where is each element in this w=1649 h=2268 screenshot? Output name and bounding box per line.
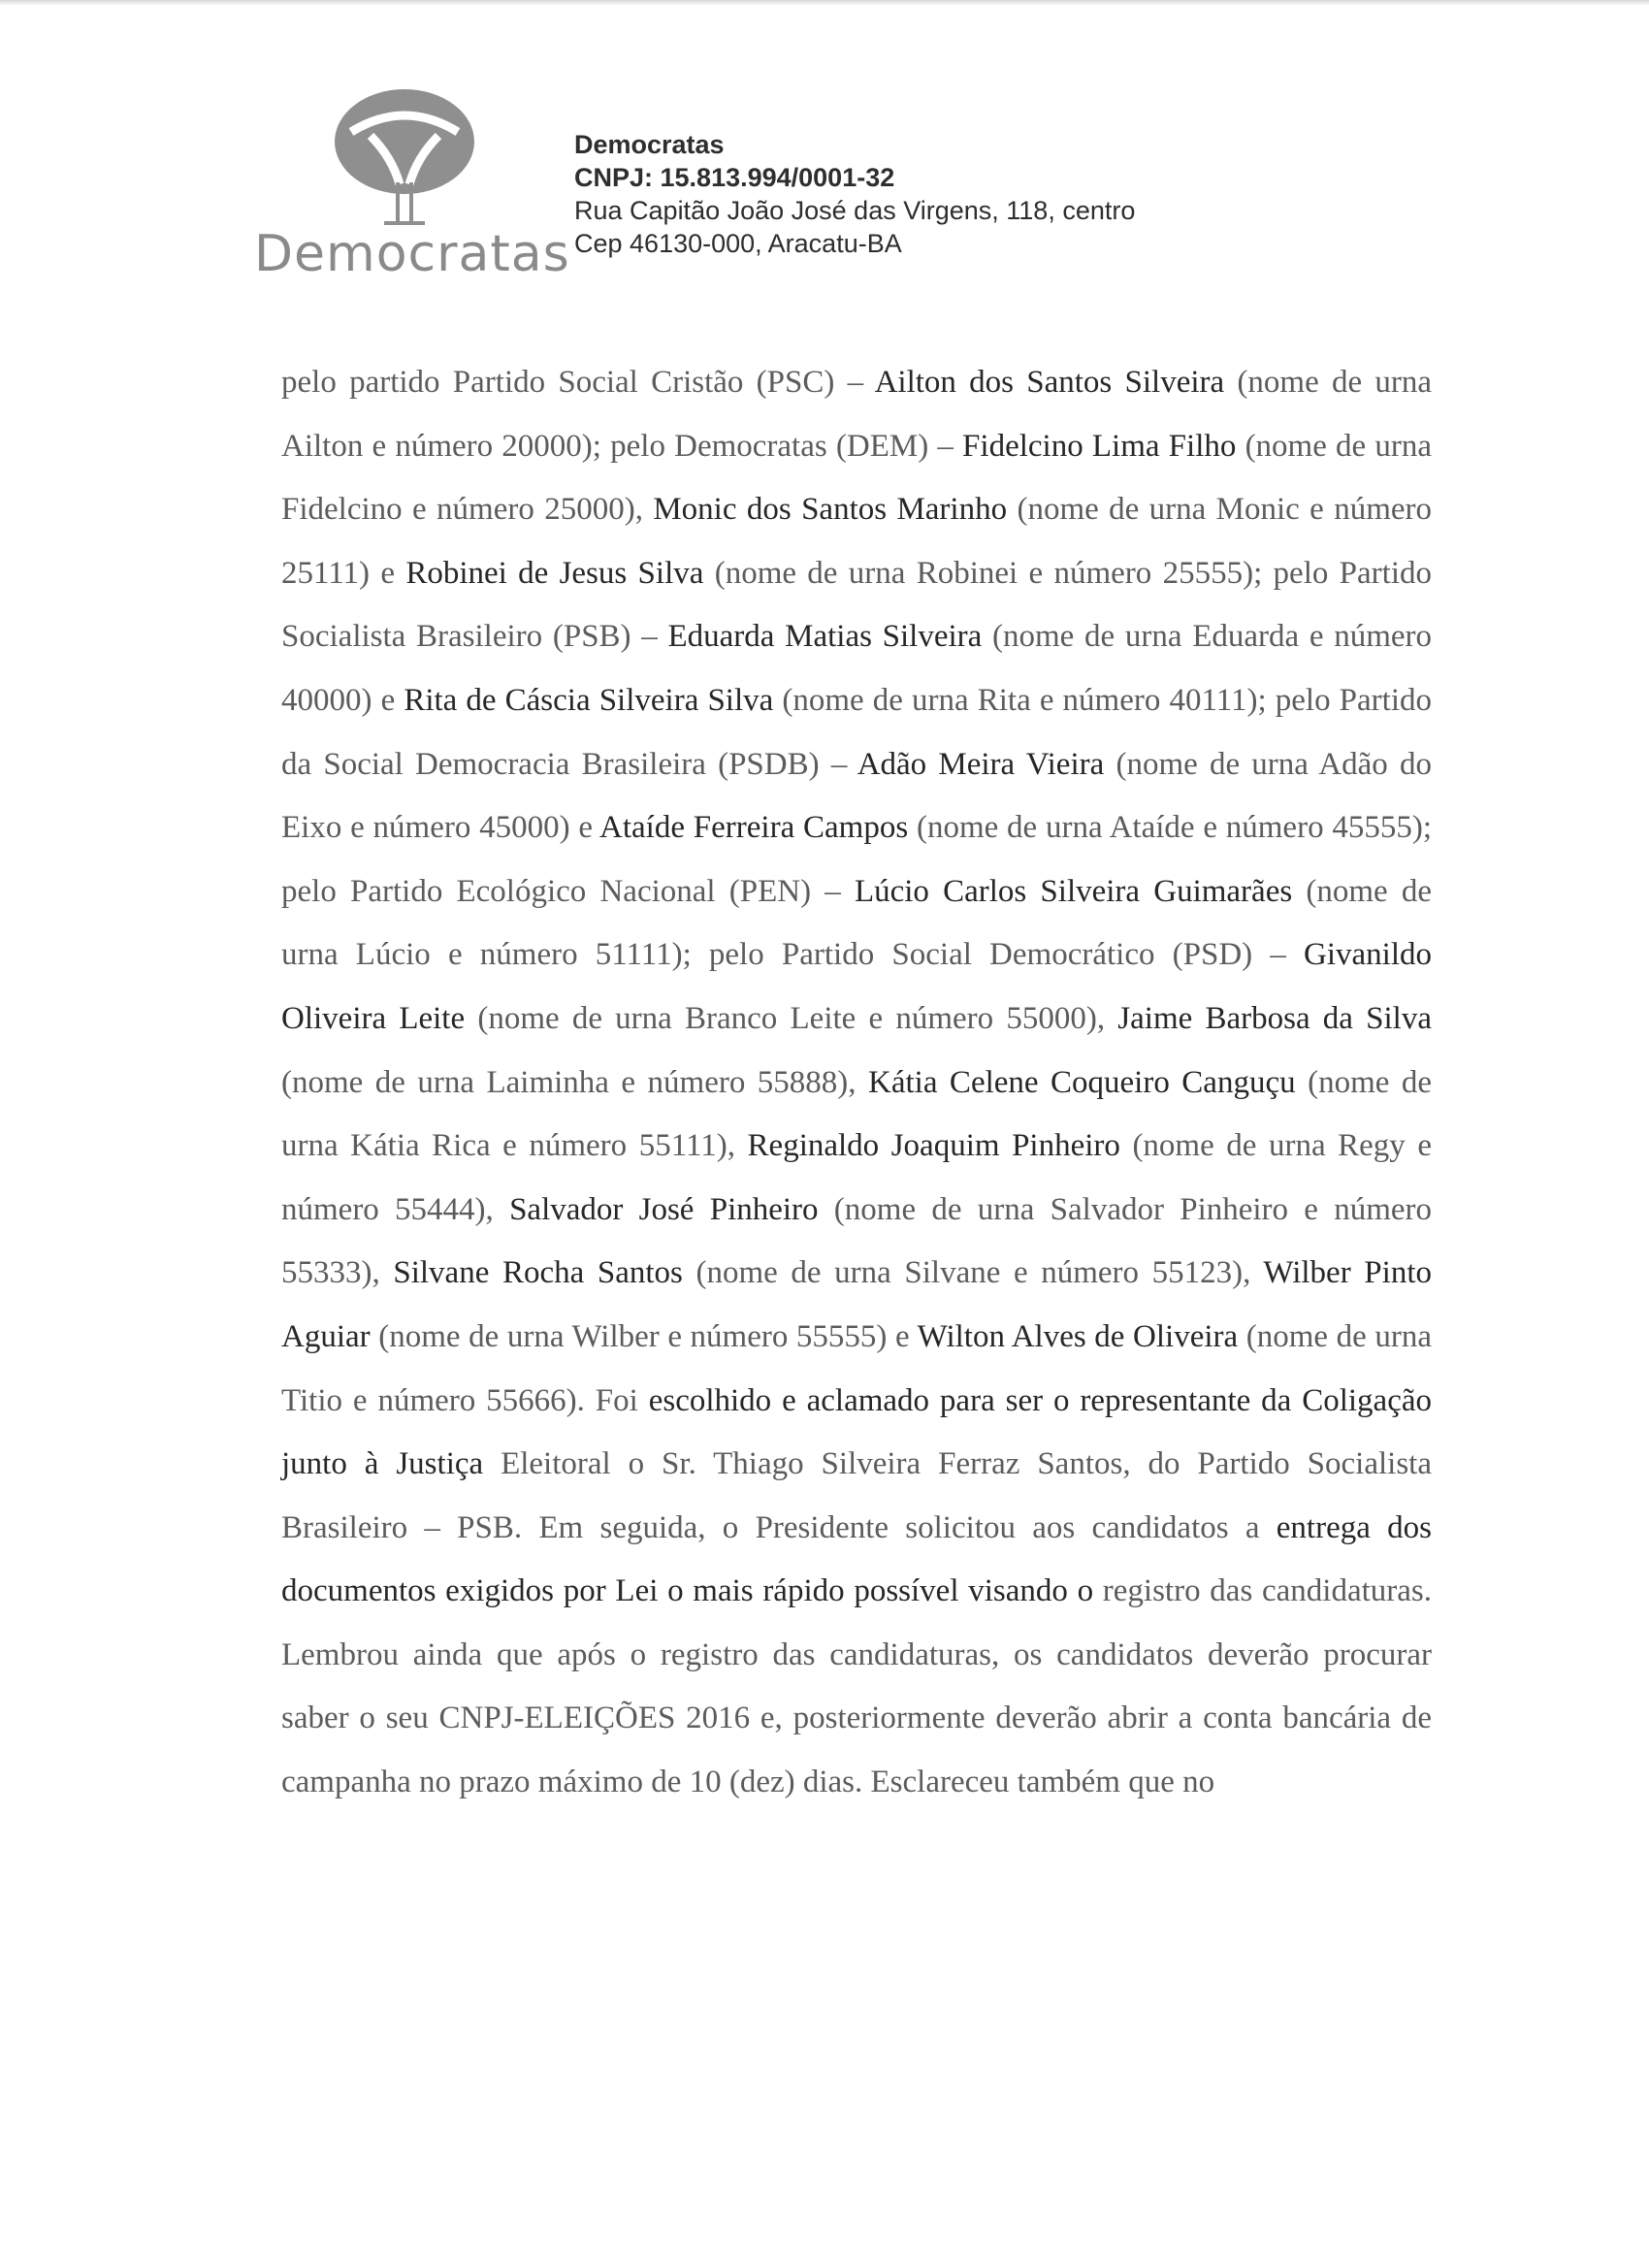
body-emphasis: Jaime Barbosa da Silva	[1117, 1000, 1432, 1036]
body-text-run: (nome de urna Adão do Eixo e número 45000) e	[281, 746, 1432, 846]
body-text-run: (nome de urna Regy e número 55444),	[281, 1128, 1432, 1227]
body-emphasis: Monic dos Santos Marinho	[653, 492, 1008, 528]
body-text-run: (nome de urna Ataíde e número 45555); pelo Partido Ecológico Nacional (PEN) –	[281, 810, 1433, 909]
address: Rua Capitão João José das Virgens, 118, centro	[574, 196, 1136, 225]
body-emphasis: Reginaldo Joaquim Pinheiro	[747, 1128, 1120, 1164]
body-emphasis: Salvador José Pinheiro	[509, 1191, 819, 1227]
body-text-run: registro das candidaturas. Lembrou ainda que após o registro das candidaturas, os candidatos deverão procurar saber o seu CNPJ-ELEIÇÕES 2016 e, posteriormente deverão abrir a conta bancária de	[281, 1573, 1432, 1736]
body-text-run: (nome de urna Salvador Pinheiro e número 55333),	[281, 1191, 1433, 1291]
body-text-run: (nome de urna Eduarda e número 40000) e	[281, 619, 1432, 718]
body-emphasis: Ailton dos Santos Silveira	[874, 365, 1225, 400]
body-emphasis: Robinei de Jesus Silva	[405, 555, 704, 591]
body-text-run: (nome de urna Ailton e número 20000); pelo Democratas (DEM) –	[281, 365, 1432, 464]
body-emphasis: Rita de Cáscia Silveira Silva	[404, 682, 774, 718]
body-emphasis: Adão Meira Vieira	[857, 746, 1105, 782]
scan-edge	[0, 0, 1649, 6]
letterhead-info	[574, 128, 1135, 260]
cep: Cep 46130-000, Aracatu-BA	[574, 229, 902, 258]
body-emphasis: escolhido e aclamado para ser o representante da Coligação junto à Justiça	[281, 1382, 1433, 1482]
body-text-run: (nome de urna Branco Leite e número 55000),	[465, 1000, 1118, 1036]
body-text-run: (nome de urna Monic e número 25111) e	[281, 492, 1432, 591]
cnpj: CNPJ: 15.813.994/0001-32	[574, 163, 895, 192]
org-name: Democratas	[574, 130, 725, 159]
body-emphasis: Lúcio Carlos Silveira Guimarães	[854, 873, 1293, 909]
body-emphasis: Fidelcino Lima Filho	[962, 428, 1237, 464]
body-text-run: (nome de urna Laiminha e número 55888),	[281, 1064, 868, 1100]
body-text-run: (nome de urna Titio e número 55666). Foi	[281, 1318, 1432, 1418]
body-emphasis: Ataíde Ferreira Campos	[599, 810, 909, 846]
body-text-run: (nome de urna Wilber e número 55555) e	[370, 1318, 918, 1354]
body-emphasis: Eduarda Matias Silveira	[667, 619, 983, 655]
body-text-run: pelo partido Partido Social Cristão (PSC) –	[281, 365, 875, 400]
body-text-run: (nome de urna Silvane e número 55123),	[682, 1255, 1264, 1291]
body-text-run: (nome de urna Fidelcino e número 25000),	[281, 428, 1432, 528]
democratas-logo	[254, 81, 570, 285]
body-text-run: campanha no prazo máximo de 10 (dez) dias. Esclareceu também que no	[281, 1765, 1215, 1800]
body-text-run: (nome de urna Kátia Rica e número 55111),	[281, 1064, 1432, 1164]
document-body	[281, 351, 1432, 1815]
tree-icon	[332, 81, 477, 227]
body-text-run: Eleitoral o Sr. Thiago Silveira Ferraz Santos, do Partido Socialista Brasileiro – PSB. Em seguida, o Presidente solicitou aos candidatos a	[281, 1446, 1432, 1545]
body-emphasis: entrega dos documentos exigidos por Lei o mais rápido possível visando o	[281, 1509, 1432, 1609]
body-text-run: (nome de urna Rita e número 40111); pelo Partido da Social Democracia Brasileira (PSDB) –	[281, 682, 1432, 782]
body-text-run: (nome de urna Lúcio e número 51111); pelo Partido Social Democrático (PSD) –	[281, 873, 1432, 973]
logo-wordmark: Democratas	[254, 225, 570, 283]
body-emphasis: Givanildo Oliveira Leite	[281, 937, 1432, 1036]
body-emphasis: Wilton Alves de Oliveira	[917, 1318, 1239, 1354]
body-text-run: (nome de urna Robinei e número 25555); pelo Partido Socialista Brasileiro (PSB) –	[281, 555, 1432, 655]
body-emphasis: Wilber Pinto Aguiar	[281, 1255, 1432, 1354]
body-emphasis: Kátia Celene Coqueiro Canguçu	[868, 1064, 1296, 1100]
body-emphasis: Silvane Rocha Santos	[393, 1255, 683, 1291]
